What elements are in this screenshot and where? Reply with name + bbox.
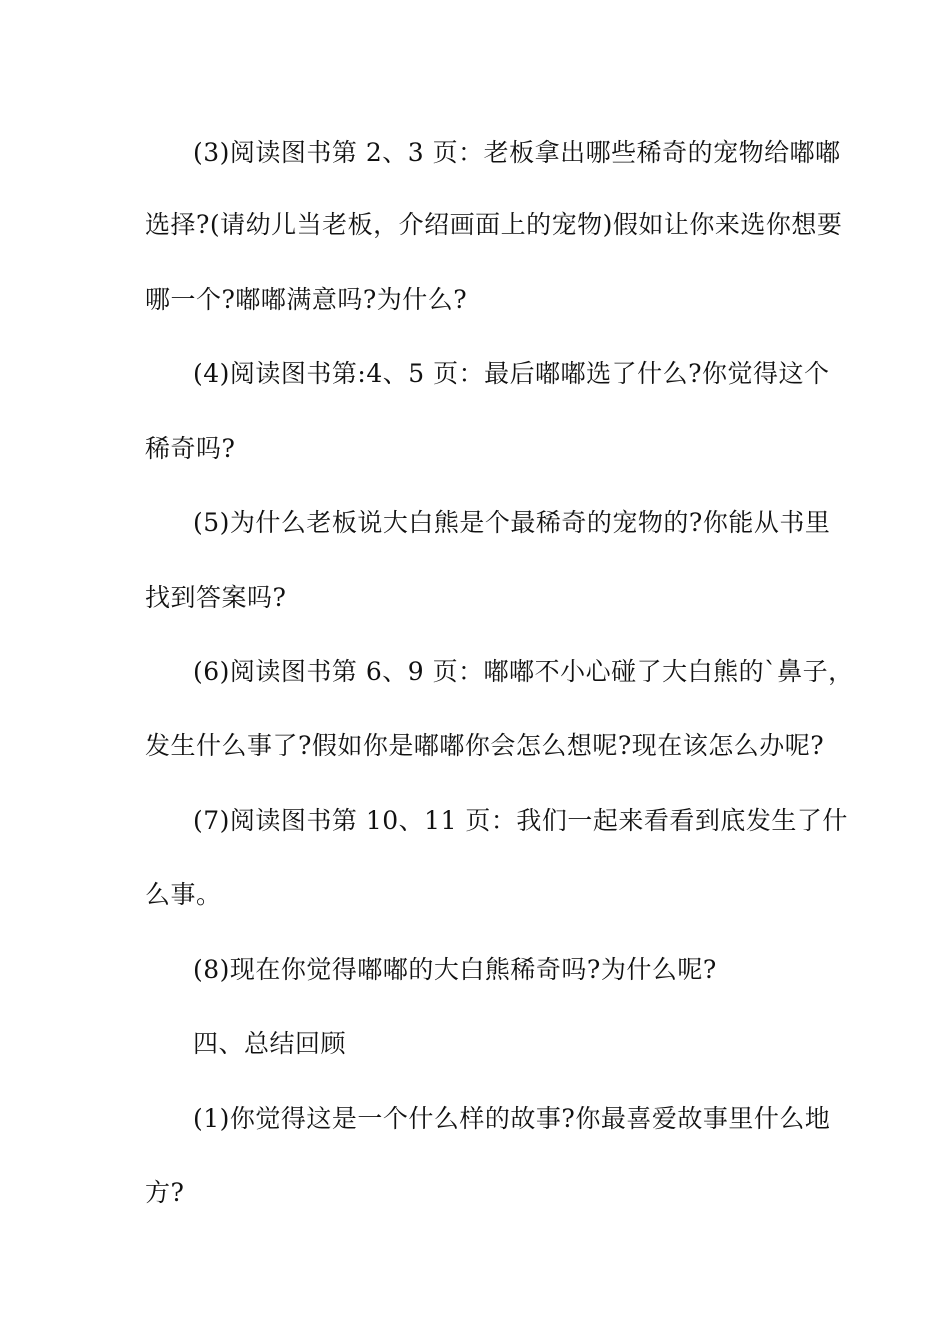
paragraph-line: (7)阅读图书第 10、11 页：我们一起来看看到底发生了什	[193, 806, 848, 835]
paragraph-line: (1)你觉得这是一个什么样的故事?你最喜爱故事里什么地	[193, 1104, 831, 1133]
paragraph-line: 么事。	[145, 880, 222, 909]
paragraph-line: 哪一个?嘟嘟满意吗?为什么?	[145, 285, 468, 314]
paragraph-line: 找到答案吗?	[145, 583, 287, 612]
paragraph-line: (5)为什么老板说大白熊是个最稀奇的宠物的?你能从书里	[193, 508, 831, 537]
paragraph-line: (3)阅读图书第 2、3 页：老板拿出哪些稀奇的宠物给嘟嘟	[193, 138, 841, 167]
section-heading: 四、总结回顾	[193, 1029, 347, 1058]
paragraph-line: 稀奇吗?	[145, 434, 236, 463]
paragraph-line: 方?	[145, 1178, 185, 1207]
paragraph-line: 选择?(请幼儿当老板，介绍画面上的宠物)假如让你来选你想要	[145, 210, 843, 239]
paragraph-line: (4)阅读图书第:4、5 页：最后嘟嘟选了什么?你觉得这个	[193, 359, 830, 388]
paragraph-line: (6)阅读图书第 6、9 页：嘟嘟不小心碰了大白熊的`鼻子，	[193, 657, 854, 686]
paragraph-line: (8)现在你觉得嘟嘟的大白熊稀奇吗?为什么呢?	[193, 955, 717, 984]
paragraph-line: 发生什么事了?假如你是嘟嘟你会怎么想呢?现在该怎么办呢?	[145, 731, 825, 760]
